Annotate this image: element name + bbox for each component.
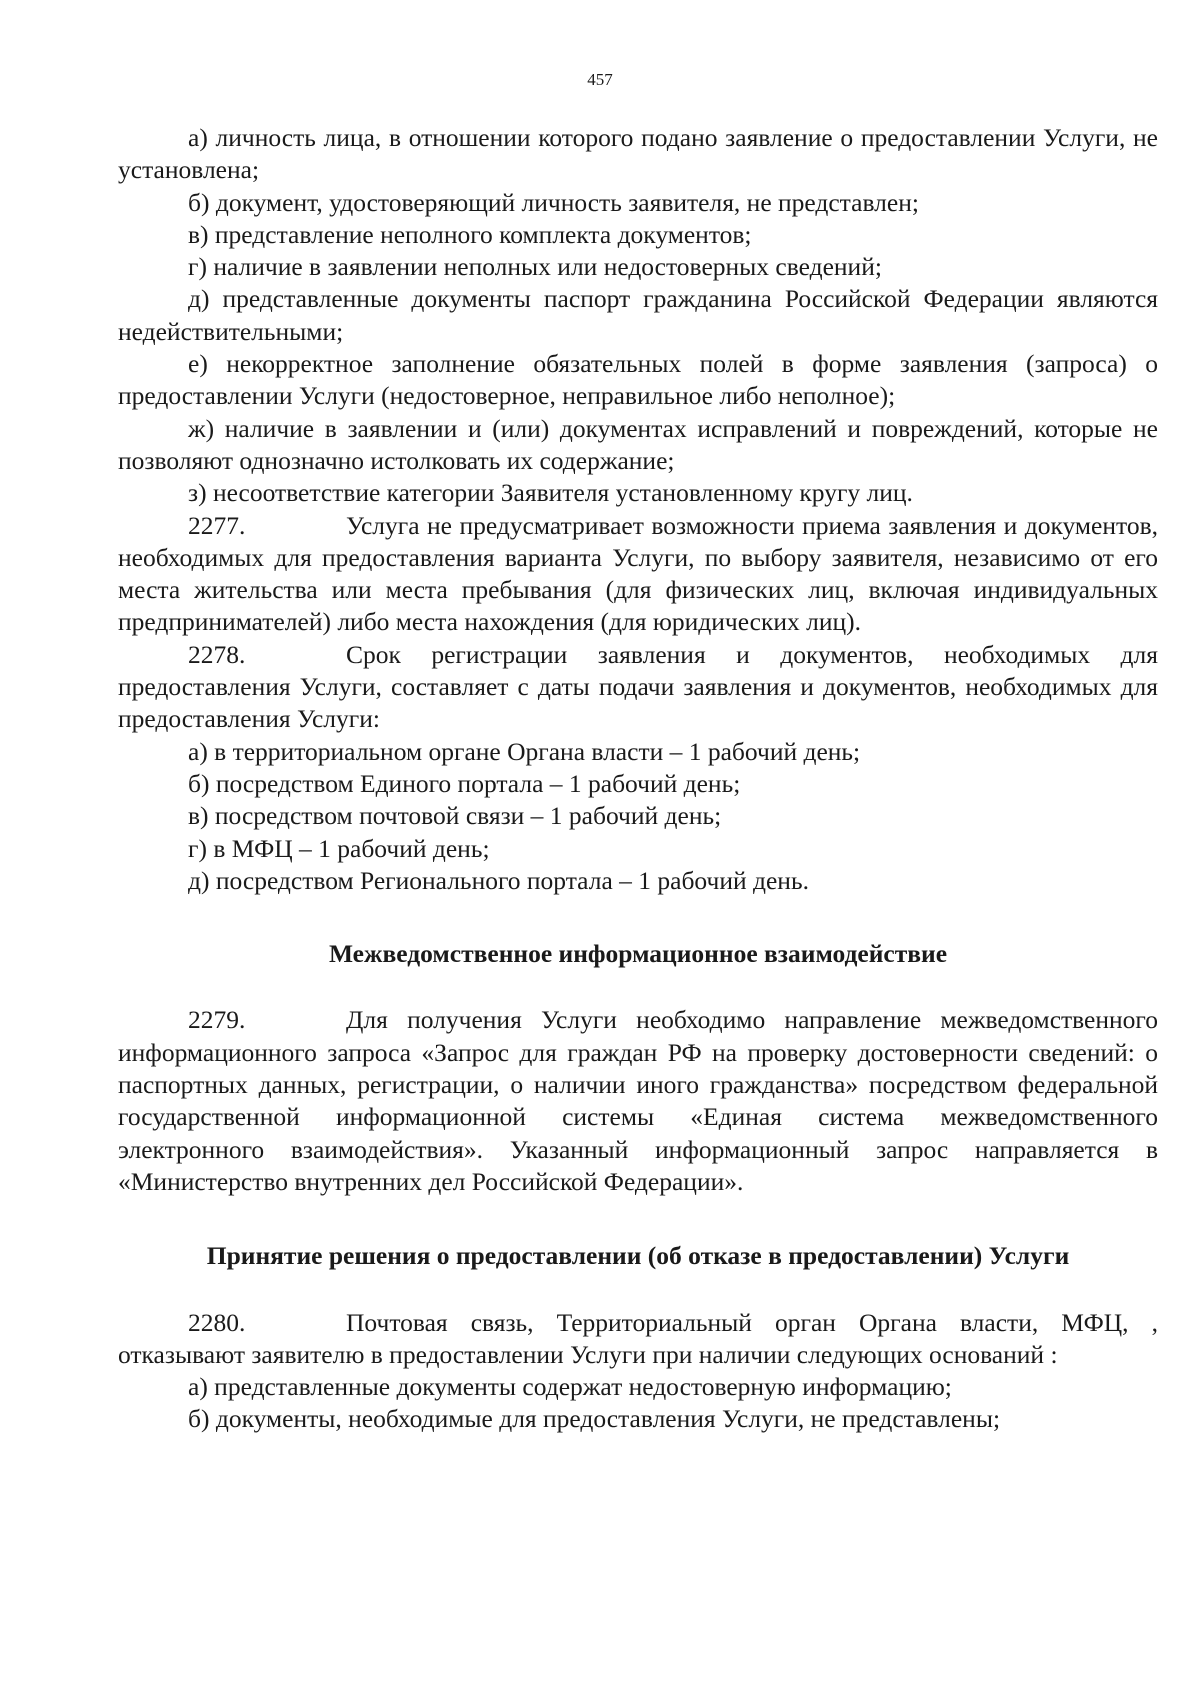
list-item: б) документ, удостоверяющий личность заявителя, не представлен; [188,187,919,217]
list-item: а) представленные документы содержат недостоверную информацию; [188,1372,952,1402]
paragraph-text: Срок регистрации заявления и документов, необходимых для предоставления Услуги, составляет с даты подачи заявления и документов, необходимых для предоставления Услуги: [118,639,1158,734]
list-item: в) представление неполного комплекта документов; [188,219,752,249]
paragraph-2278 [118,639,1158,736]
list-item: д) представленные документы паспорт гражданина Российской Федерации являются недействительными; [118,284,1158,346]
paragraph-2279 [118,1004,1158,1198]
list-item: а) в территориальном органе Органа власти – 1 рабочий день; [188,736,861,766]
paragraph-number: 2278. [188,639,246,669]
list-item: г) в МФЦ – 1 рабочий день; [188,833,490,863]
paragraph-2280 [118,1307,1158,1372]
section-heading: Принятие решения о предоставлении (об отказе в предоставлении) Услуги [206,1241,1070,1271]
list-item: а) личность лица, в отношении которого подано заявление о предоставлении Услуги, не установлена; [118,123,1158,185]
paragraph-text: Услуга не предусматривает возможности приема заявления и документов, необходимых для предоставления варианта Услуги, по выбору заявителя, независимо от его места жительства или места пребывания (для физических лиц, включая индивидуальных предпринимателей) либо места нахождения (для юридических лиц). [118,510,1158,637]
list-item: б) посредством Единого портала – 1 рабочий день; [188,768,741,798]
list-item: ж) наличие в заявлении и (или) документах исправлений и повреждений, которые не позволяют однозначно истолковать их содержание; [118,413,1158,475]
paragraph-text: Для получения Услуги необходимо направление межведомственного информационного запроса «Запрос для граждан РФ на проверку достоверности сведений: о паспортных данных, регистрации, о наличии иного гражданства» посредством федеральной государственной информационной системы «Единая система межведомственного электронного взаимодействия». Указанный информационный запрос направляется в «Министерство внутренних дел Российской Федерации». [118,1005,1158,1196]
list-item: д) посредством Регионального портала – 1 рабочий день. [188,865,809,895]
spacer [118,897,1158,938]
paragraph-number: 2280. [188,1307,246,1337]
list-item: г) наличие в заявлении неполных или недостоверных сведений; [188,252,882,282]
page-number: 457 [587,70,613,89]
section-heading: Межведомственное информационное взаимодействие [328,939,948,969]
list-item: б) документы, необходимые для предоставления Услуги, не представлены; [188,1404,1001,1434]
list-item: з) несоответствие категории Заявителя установленному кругу лиц. [188,478,913,508]
spacer [118,1198,1158,1240]
paragraph-2277 [118,510,1158,639]
list-item: в) посредством почтовой связи – 1 рабочий день; [188,801,722,831]
paragraph-text: Почтовая связь, Территориальный орган Органа власти, МФЦ, , отказывают заявителю в предоставлении Услуги при наличии следующих оснований : [118,1307,1158,1369]
spacer [118,1273,1158,1307]
list-item: е) некорректное заполнение обязательных полей в форме заявления (запроса) о предоставлении Услуги (недостоверное, неправильное либо неполное); [118,349,1158,411]
page-content [118,122,1158,1436]
spacer [118,970,1158,1004]
paragraph-number: 2277. [188,510,246,540]
paragraph-number: 2279. [188,1005,246,1035]
